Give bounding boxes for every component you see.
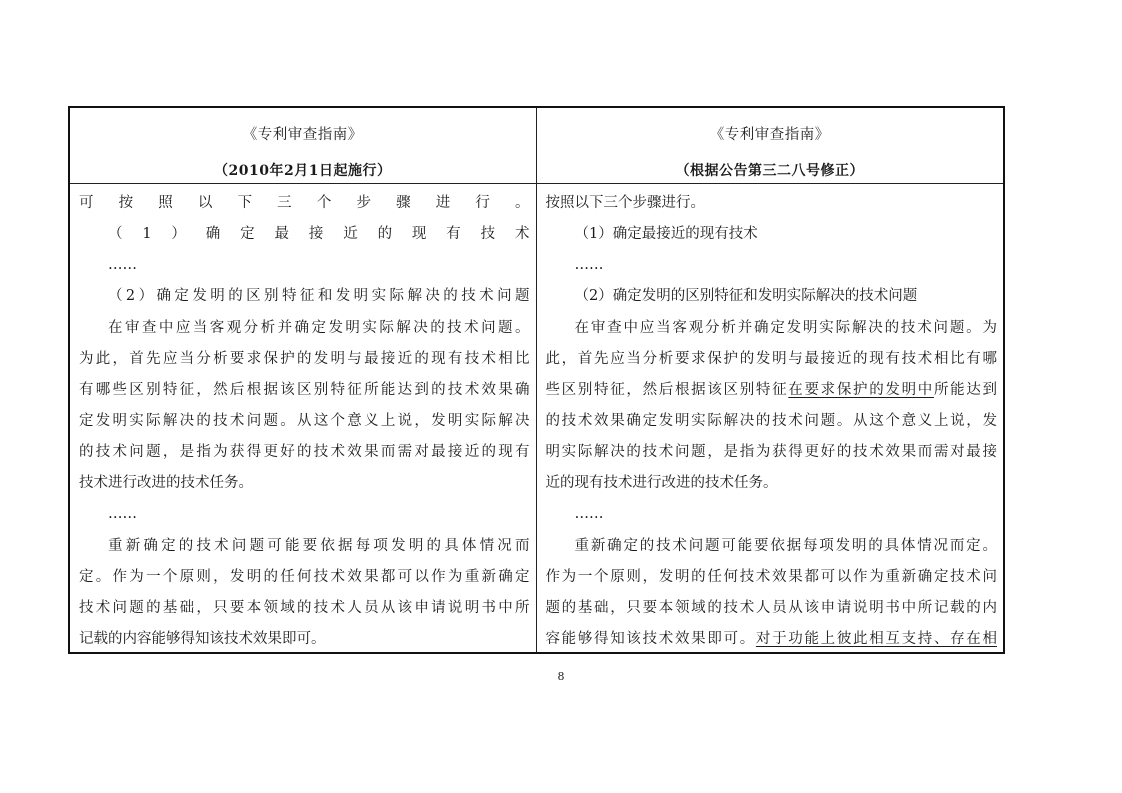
amended-text-after: 所能达到 [933, 381, 997, 398]
amended-underlined-text: 对于功能上彼此相互支持、存在相 [755, 630, 997, 647]
left-header-subtitle: （2010年2月1日起施行） [214, 163, 392, 179]
right-column [537, 108, 1004, 652]
left-header-title: 《专利审查指南》 [242, 127, 363, 143]
amended-underlined-text: 在要求保护的发明中 [788, 381, 934, 398]
right-line-amended [546, 375, 998, 406]
left-body-cell [70, 184, 536, 655]
left-column [70, 108, 537, 652]
right-line: …… [574, 257, 604, 274]
right-line: …… [574, 506, 604, 523]
left-line: 定发明实际解决的技术问题。从这个意义上说，发明实际解决 [79, 412, 530, 429]
right-line-amended [546, 624, 998, 655]
left-line: 技术问题的基础，只要本领域的技术人员从该申请说明书中所 [79, 599, 530, 616]
left-line: 记载的内容能够得知该技术效果即可。 [79, 630, 326, 647]
right-line: 明实际解决的技术问题，是指为获得更好的技术效果而需对最接 [545, 444, 997, 461]
right-line: 作为一个原则，发明的任何技术效果都可以作为重新确定技术问 [545, 568, 997, 585]
amended-text-before: 容能够得知该技术效果即可。 [545, 630, 756, 647]
right-header-subtitle: （根据公告第三二八号修正） [675, 163, 864, 179]
right-line: 题的基础，只要本领域的技术人员从该申请说明书中所记载的内 [545, 599, 997, 616]
left-line: 有哪些区别特征，然后根据该区别特征所能达到的技术效果确 [79, 381, 530, 398]
left-line: 可按照以下三个步骤进行。 [79, 195, 530, 211]
page-number: 8 [557, 670, 565, 683]
right-line: 近的现有技术进行改进的技术任务。 [545, 475, 778, 492]
left-header-cell [70, 108, 536, 184]
right-header-cell [537, 108, 1004, 184]
left-line: 为此，首先应当分析要求保护的发明与最接近的现有技术相比 [79, 350, 530, 367]
right-line: 在审查中应当客观分析并确定发明实际解决的技术问题。为 [574, 319, 997, 336]
left-line: 的技术问题，是指为获得更好的技术效果而需对最接近的现有 [79, 444, 530, 461]
left-line: …… [108, 506, 137, 523]
right-header-title: 《专利审查指南》 [709, 127, 830, 143]
left-line: …… [108, 257, 137, 274]
right-line: （1）确定最接近的现有技术 [574, 226, 758, 243]
amended-text-before: 些区别特征，然后根据该区别特征 [545, 381, 789, 398]
right-body-cell [537, 184, 1004, 655]
right-line: （2）确定发明的区别特征和发明实际解决的技术问题 [574, 288, 918, 305]
left-line: 技术进行改进的技术任务。 [79, 475, 253, 492]
left-line: （1）确定最接近的现有技术 [108, 226, 530, 243]
right-line: 重新确定的技术问题可能要依据每项发明的具体情况而定。 [574, 537, 997, 554]
right-line: 按照以下三个步骤进行。 [545, 195, 705, 211]
left-line: （2）确定发明的区别特征和发明实际解决的技术问题 [108, 288, 530, 305]
left-line: 重新确定的技术问题可能要依据每项发明的具体情况而 [108, 537, 530, 554]
left-line: 在审查中应当客观分析并确定发明实际解决的技术问题。 [108, 319, 530, 336]
right-line: 此，首先应当分析要求保护的发明与最接近的现有技术相比有哪 [545, 350, 997, 367]
right-line: 的技术效果确定发明实际解决的技术问题。从这个意义上说，发 [545, 412, 997, 429]
left-line: 定。作为一个原则，发明的任何技术效果都可以作为重新确定 [79, 568, 530, 585]
comparison-table [68, 106, 1005, 654]
